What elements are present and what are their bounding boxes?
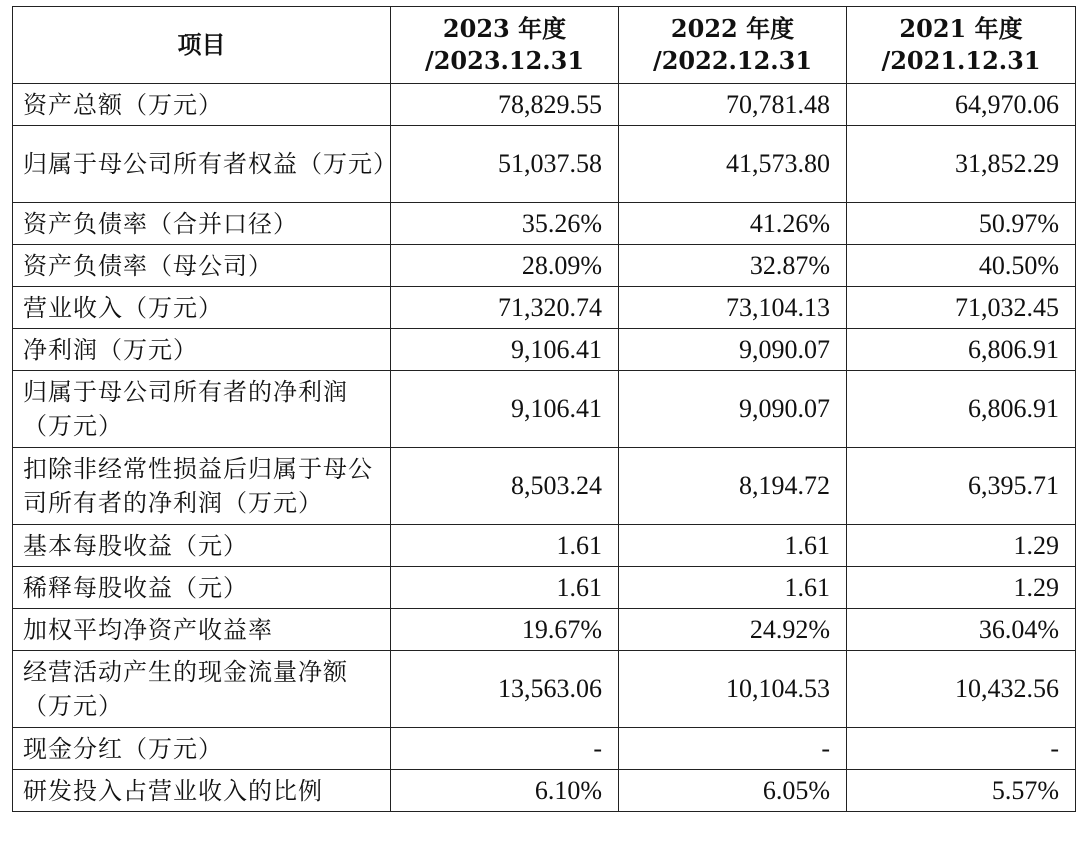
value-2022-cell: 41,573.80: [619, 126, 847, 203]
value-2021-cell: 1.29: [847, 567, 1076, 609]
value-2022-cell: 1.61: [619, 567, 847, 609]
table-body: [13, 84, 1076, 812]
table-row: [13, 203, 1076, 245]
table-row: [13, 728, 1076, 770]
item-column-header: 项目: [13, 7, 391, 84]
value-2021-cell: 6,395.71: [847, 448, 1076, 525]
row-label: 基本每股收益（元）: [13, 525, 391, 567]
row-label: 资产负债率（母公司）: [13, 245, 391, 287]
row-label: 归属于母公司所有者权益（万元）: [13, 126, 391, 203]
value-2023-cell: 71,320.74: [391, 287, 619, 329]
year-2022-date: /2022.12.31: [652, 46, 813, 75]
year-2022-column-header: [619, 7, 847, 84]
header-row: [13, 7, 1076, 84]
value-2021-cell: 40.50%: [847, 245, 1076, 287]
financial-data-table: [12, 6, 1076, 812]
financial-summary-sheet: [12, 6, 1075, 812]
year-2021-date: /2021.12.31: [881, 46, 1041, 75]
row-label: 扣除非经常性损益后归属于母公司所有者的净利润（万元）: [13, 448, 391, 525]
value-2022-cell: 32.87%: [619, 245, 847, 287]
year-2023-column-header: [391, 7, 619, 84]
table-row: [13, 525, 1076, 567]
year-2023-title: 2023 年度: [442, 14, 567, 43]
value-2022-cell: 9,090.07: [619, 329, 847, 371]
table-row: [13, 329, 1076, 371]
value-2022-cell: 6.05%: [619, 770, 847, 812]
year-2022-title: 2022 年度: [670, 14, 795, 43]
value-2022-cell: 24.92%: [619, 609, 847, 651]
value-2023-cell: 13,563.06: [391, 651, 619, 728]
table-row: [13, 448, 1076, 525]
value-2021-cell: 31,852.29: [847, 126, 1076, 203]
year-2021-title: 2021 年度: [899, 14, 1023, 43]
value-2023-cell: 9,106.41: [391, 371, 619, 448]
value-2021-cell: 50.97%: [847, 203, 1076, 245]
year-2021-column-header: [847, 7, 1076, 84]
table-row: [13, 84, 1076, 126]
value-2023-cell: 9,106.41: [391, 329, 619, 371]
value-2022-cell: -: [619, 728, 847, 770]
row-label: 营业收入（万元）: [13, 287, 391, 329]
value-2022-cell: 8,194.72: [619, 448, 847, 525]
value-2023-cell: 35.26%: [391, 203, 619, 245]
value-2021-cell: 1.29: [847, 525, 1076, 567]
value-2023-cell: 8,503.24: [391, 448, 619, 525]
table-row: [13, 287, 1076, 329]
value-2021-cell: 64,970.06: [847, 84, 1076, 126]
year-2023-date: /2023.12.31: [424, 46, 585, 75]
table-row: [13, 245, 1076, 287]
value-2021-cell: 36.04%: [847, 609, 1076, 651]
value-2021-cell: 10,432.56: [847, 651, 1076, 728]
table-header: [13, 7, 1076, 84]
row-label: 净利润（万元）: [13, 329, 391, 371]
value-2023-cell: 28.09%: [391, 245, 619, 287]
row-label: 资产负债率（合并口径）: [13, 203, 391, 245]
row-label: 稀释每股收益（元）: [13, 567, 391, 609]
value-2022-cell: 9,090.07: [619, 371, 847, 448]
row-label: 研发投入占营业收入的比例: [13, 770, 391, 812]
value-2023-cell: 1.61: [391, 567, 619, 609]
value-2021-cell: 6,806.91: [847, 371, 1076, 448]
row-label: 经营活动产生的现金流量净额（万元）: [13, 651, 391, 728]
row-label: 加权平均净资产收益率: [13, 609, 391, 651]
value-2022-cell: 41.26%: [619, 203, 847, 245]
row-label: 归属于母公司所有者的净利润（万元）: [13, 371, 391, 448]
value-2023-cell: 78,829.55: [391, 84, 619, 126]
table-row: [13, 126, 1076, 203]
value-2021-cell: 6,806.91: [847, 329, 1076, 371]
row-label: 资产总额（万元）: [13, 84, 391, 126]
value-2022-cell: 1.61: [619, 525, 847, 567]
table-row: [13, 770, 1076, 812]
value-2023-cell: -: [391, 728, 619, 770]
value-2022-cell: 10,104.53: [619, 651, 847, 728]
row-label: 现金分红（万元）: [13, 728, 391, 770]
value-2021-cell: -: [847, 728, 1076, 770]
value-2023-cell: 6.10%: [391, 770, 619, 812]
value-2023-cell: 1.61: [391, 525, 619, 567]
value-2022-cell: 73,104.13: [619, 287, 847, 329]
value-2022-cell: 70,781.48: [619, 84, 847, 126]
table-row: [13, 567, 1076, 609]
table-row: [13, 651, 1076, 728]
value-2023-cell: 51,037.58: [391, 126, 619, 203]
table-row: [13, 371, 1076, 448]
table-row: [13, 609, 1076, 651]
value-2021-cell: 71,032.45: [847, 287, 1076, 329]
value-2021-cell: 5.57%: [847, 770, 1076, 812]
value-2023-cell: 19.67%: [391, 609, 619, 651]
